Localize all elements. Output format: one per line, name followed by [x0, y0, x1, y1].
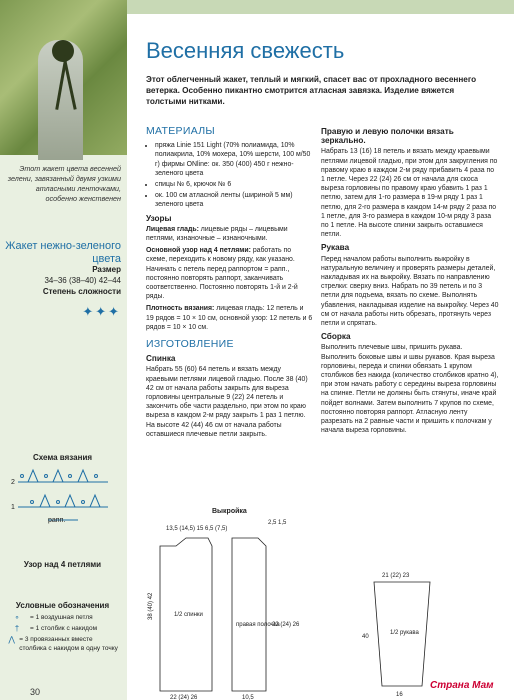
dim-sleeve-top: 21 (22) 23 [382, 573, 410, 579]
page-number: 30 [30, 687, 41, 697]
dim-top: 13,5 (14,5) 15 6,5 (7,5) [166, 526, 228, 532]
right-column [321, 127, 499, 439]
gauge [146, 304, 313, 332]
fronts-text: Набрать 13 (16) 18 петель и вязать между краевыми петлями лицевой гладью, при этом для закругления по правому краю в каждом 2-м ряду прибавить 4 раза по 1 петле. Через 22 (24) 26 см от начала для скоса выреза горловины по правому краю убавить 1 раз 1 петлю, затем для 1-го размера в 19-м ряду 1 раз 1 петлю, для 2-го размера в каждом 14-м ряду 2 раза по 1 петле, для 3-го размера в каждом 10-м ряду 3 раза по 1 петле. На высоте спинки закрыть оставшиеся петли. [321, 148, 498, 239]
pattern-label: Основной узор над 4 петлями: [146, 247, 251, 255]
back-heading: Спинка [146, 354, 176, 364]
size-value: 34–36 (38–40) 42–44 [44, 276, 121, 285]
chain-stitch-icon: ∘ [14, 613, 20, 622]
photo-caption: Этот жакет цвета весенней зелени, завязанный двумя узкими атласными ленточками, особенно женственен [7, 164, 121, 203]
pattern-label: Лицевая гладь: [146, 225, 199, 233]
front-label: правая полочка [236, 622, 280, 628]
gauge-text: лицевая гладь: 12 петель и 19 рядов = 10 × 10 см, основной узор: 12 петель и 6 рядов = 10 × 10 см. [146, 305, 313, 331]
making-heading: ИЗГОТОВЛЕНИЕ [146, 338, 234, 351]
pattern-stockinette [146, 225, 313, 243]
pattern-text: лицевые ряды – лицевыми петлями, изнаночные – изнаночными. [146, 225, 288, 243]
top-band [127, 0, 514, 14]
patterns-heading: Узоры [146, 213, 172, 223]
gauge-label: Плотность вязания: [146, 305, 215, 313]
difficulty-label: Степень сложности [42, 287, 121, 296]
article-intro: Этот облегченный жакет, теплый и мягкий, спасет вас от прохладного весеннего ветерка. Особенно пикантно смотрится атласная завязка. Изделие вяжется толстыми нитками. [146, 75, 477, 106]
legend-title: Условные обозначения [15, 601, 110, 610]
sleeves-text: Перед началом работы выполнить выкройку в натуральную величину и проверять размеры деталей, накладывая их на выкройку. Вязать по направлению стрелки: сверху вниз. Набрать по 39 петель и по 3 петли для подъема, вязать по схеме. Выполнять убавления, накладывая изделие на выкройку. Через 40 см от начала работы нить обрезать, протянуть через петли и спрятать. [321, 255, 499, 328]
pattern-text: работать по схеме, переходить к новому ряду, как указано. Начинать с петель перед раппортом = рапп., постоянно повторять раппорт, заканчивать соответственно. Постоянно повторять 1-й и 2-й ряды. [146, 247, 298, 301]
sleeve-label: 1/2 рукава [390, 630, 419, 636]
dim-sleeve-bottom: 16 [396, 692, 403, 698]
dim-top2: 2,5 1,5 [268, 520, 287, 526]
sidebar-info [4, 264, 121, 297]
scheme-caption: Узор над 4 петлями [23, 560, 102, 569]
legend-text: = 1 воздушная петля [30, 614, 93, 621]
pattern-label: Выкройка [212, 508, 247, 515]
svg-text:2: 2 [11, 479, 15, 486]
watermark-logo: Страна Мам [430, 680, 494, 691]
material-item: • ок. 100 см атласной ленты (шириной 5 мм) зеленого цвета [155, 191, 313, 209]
legend [4, 613, 121, 655]
dim-front-side: 22 (24) 26 [272, 622, 300, 628]
svg-text:1: 1 [11, 504, 15, 511]
cluster-stitch-icon: ⋀ [8, 635, 15, 644]
double-crochet-icon: † [14, 624, 20, 633]
dim-front-w: 10,5 [242, 695, 254, 700]
fronts-heading: Правую и левую полочки вязать зеркально. [321, 127, 454, 146]
sidebar-title: Жакет нежно-зеленого цвета [5, 240, 121, 265]
pattern-main [146, 246, 313, 301]
back-text: Набрать 55 (60) 64 петель и вязать между краевыми петлями лицевой гладью. После 38 (40) 42 см от начала работы закрыть для выреза горловины центральные 9 (22) 24 петель и закончить обе части раздельно, при этом по краю выреза в каждом 2-м ряду закрыть 1 раз 1 петлю. На высоте 42 (44) 46 см от начала работы оставшиеся плечевые петли закрыть. [146, 366, 308, 438]
size-label: Размер [92, 265, 121, 274]
back-label: 1/2 спинки [174, 612, 203, 618]
jacket-photo [0, 0, 127, 155]
rapport-label: рапп. [48, 517, 66, 524]
material-item: • пряжа Linie 151 Light (70% полиамида, 10% полиакрила, 10% мохера, 10% шерсти, 100 м/50 г) фирмы ONline: ок. 350 (400) 450 г нежно-зеленого цвета [155, 141, 313, 178]
legend-row [4, 624, 121, 633]
dim-side: 38 (40) 42 [148, 592, 154, 620]
legend-text: = 3 провязанных вместе столбика с накидом в одну точку [19, 636, 118, 652]
sleeves-heading: Рукава [321, 243, 350, 253]
legend-row [4, 635, 121, 653]
assembly-text: Выполнить плечевые швы, пришить рукава. Выполнить боковые швы и швы рукавов. Края выреза горловины, переда и спинки обвязать 1 крупом столбиков без накида (количество столбиков кратно 4), при этом начать работу с середины выреза горловины на спинке. Петли не должны быть стянуты, иначе край пойдет волнами. Затем выполнить 7 крупов по схеме, постоянно повторяя раппорт. Атласную ленту разрезать на 2 равные части и пришить к полочкам у начала выреза горловины. [321, 344, 499, 435]
scheme-label: Схема вязания [32, 453, 93, 462]
legend-text: = 1 столбик с накидом [30, 625, 98, 632]
left-column [146, 127, 313, 442]
materials-list [146, 141, 313, 209]
assembly-heading: Сборка [321, 332, 351, 342]
legend-row [4, 613, 121, 622]
material-item: • спицы № 6, крючок № 6 [155, 180, 313, 189]
dim-bottom: 22 (24) 26 [170, 695, 198, 700]
back-front-pattern-diagram [146, 516, 300, 700]
dim-sleeve-side: 40 [362, 634, 369, 640]
difficulty-stars: ✦✦✦ [82, 304, 121, 319]
article-title: Весенняя свежесть [146, 38, 345, 63]
materials-heading: МАТЕРИАЛЫ [146, 125, 216, 137]
